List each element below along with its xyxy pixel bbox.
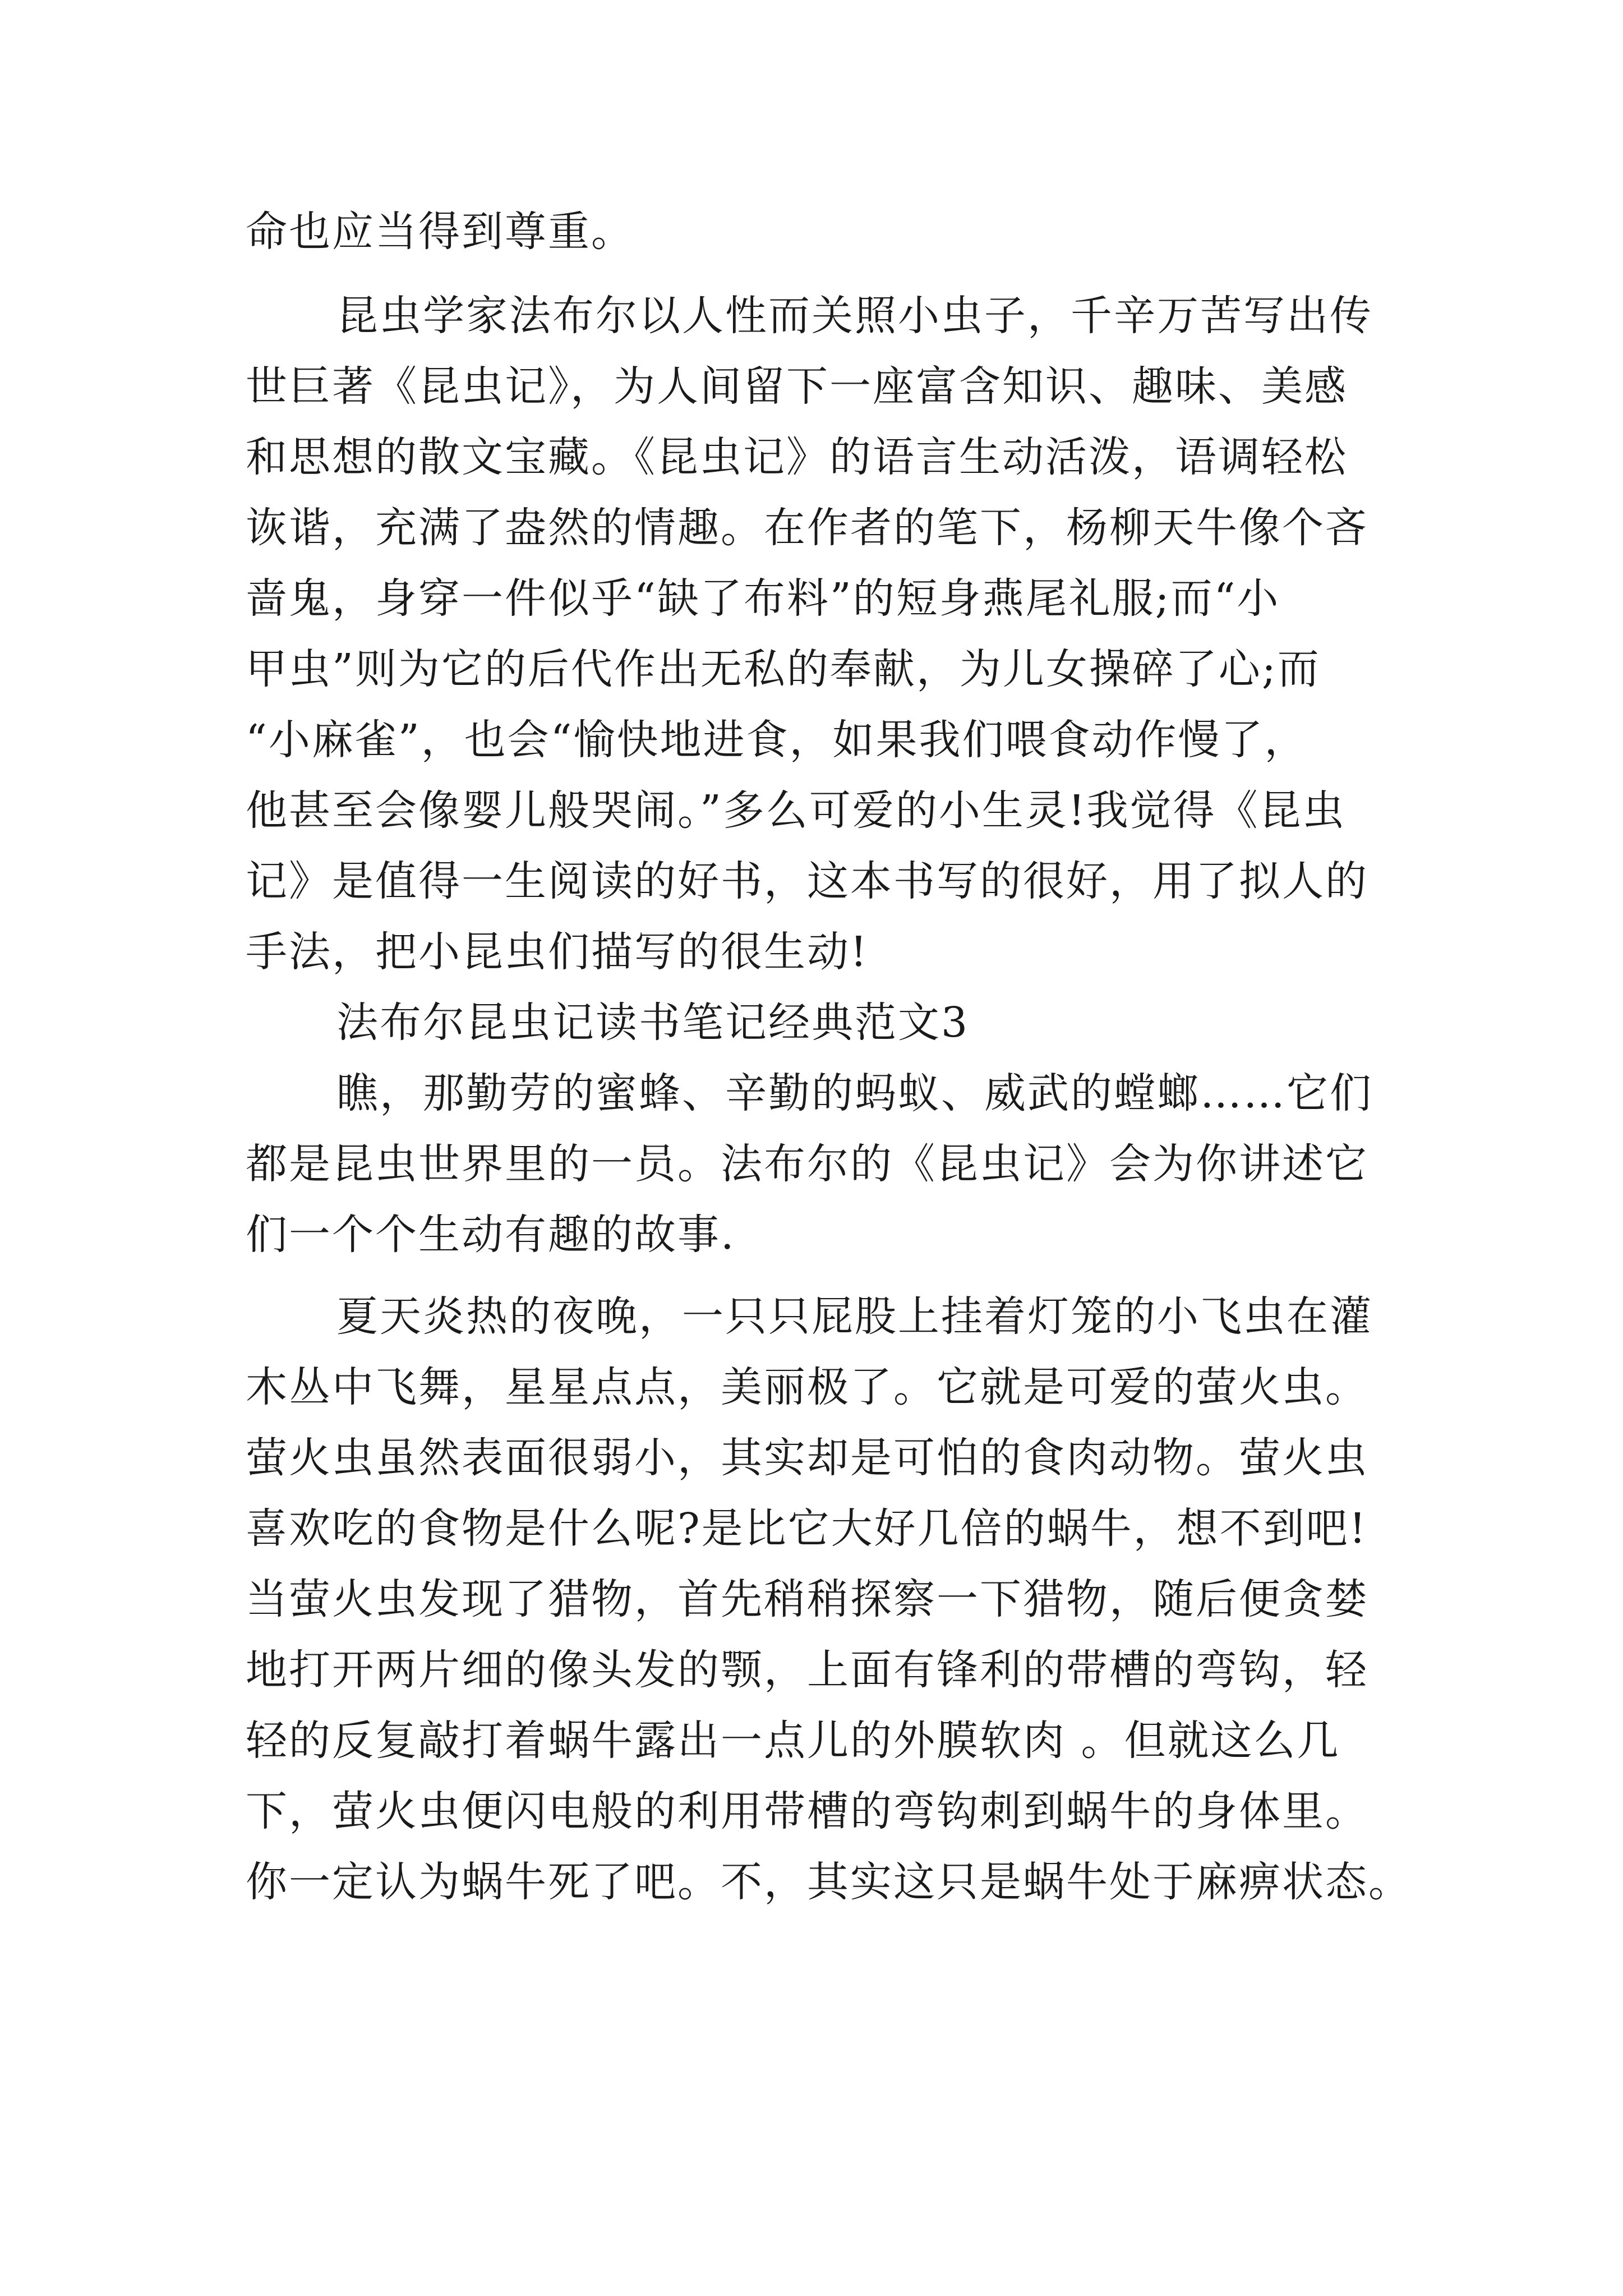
text-line: 地打开两片细的像头发的颚，上面有锋利的带槽的弯钩，轻 (246, 1646, 1368, 1694)
text-line: “小麻雀”，也会“愉快地进食，如果我们喂食动作慢了， (246, 716, 1308, 764)
text-line: 你一定认为蜗牛死了吧。不，其实这只是蜗牛处于麻痹状态。 (246, 1858, 1412, 1906)
section-heading: 法布尔昆虫记读书笔记经典范文3 (336, 999, 970, 1047)
text-line: 命也应当得到尊重。 (246, 208, 634, 256)
paragraph-first-line: 瞧，那勤劳的蜜蜂、辛勤的蚂蚁、威武的螳螂……它们 (336, 1069, 1373, 1117)
text-line: 下，萤火虫便闪电般的利用带槽的弯钩刺到蜗牛的身体里。 (246, 1787, 1368, 1835)
text-line: 他甚至会像婴儿般哭闹。”多么可爱的小生灵!我觉得《昆虫 (246, 786, 1346, 835)
text-line: 喜欢吃的食物是什么呢?是比它大好几倍的蜗牛，想不到吧! (246, 1504, 1368, 1553)
text-line: 轻的反复敲打着蜗牛露出一点儿的外膜软肉 。但就这么几 (246, 1717, 1340, 1765)
paragraph-first-line: 夏天炎热的夜晚，一只只屁股上挂着灯笼的小飞虫在灌 (336, 1292, 1373, 1341)
text-line: 萤火虫虽然表面很弱小，其实却是可怕的食肉动物。萤火虫 (246, 1434, 1368, 1482)
text-line: 世巨著《昆虫记》，为人间留下一座富含知识、趣味、美感 (246, 362, 1348, 411)
text-line: 木丛中飞舞，星星点点，美丽极了。它就是可爱的萤火虫。 (246, 1363, 1368, 1411)
text-line: 记》是值得一生阅读的好书，这本书写的很好，用了拟人的 (246, 857, 1368, 905)
text-line: 诙谐，充满了盎然的情趣。在作者的笔下，杨柳天牛像个吝 (246, 504, 1368, 552)
text-line: 都是昆虫世界里的一员。法布尔的《昆虫记》会为你讲述它 (246, 1140, 1368, 1188)
text-line: 当萤火虫发现了猎物，首先稍稍探察一下猎物，随后便贪婪 (246, 1575, 1368, 1623)
text-line: 啬鬼，身穿一件似乎“缺了布料”的短身燕尾礼服;而“小 (246, 574, 1280, 623)
paragraph-first-line: 昆虫学家法布尔以人性而关照小虫子，千辛万苦写出传 (336, 292, 1373, 340)
text-line: 甲虫”则为它的后代作出无私的奉献，为儿女操碎了心;而 (246, 645, 1321, 693)
text-line: 和思想的散文宝藏。《昆虫记》的语言生动活泼，语调轻松 (246, 433, 1348, 481)
text-line: 手法，把小昆虫们描写的很生动! (246, 928, 869, 976)
text-line: 们一个个生动有趣的故事. (246, 1211, 736, 1259)
